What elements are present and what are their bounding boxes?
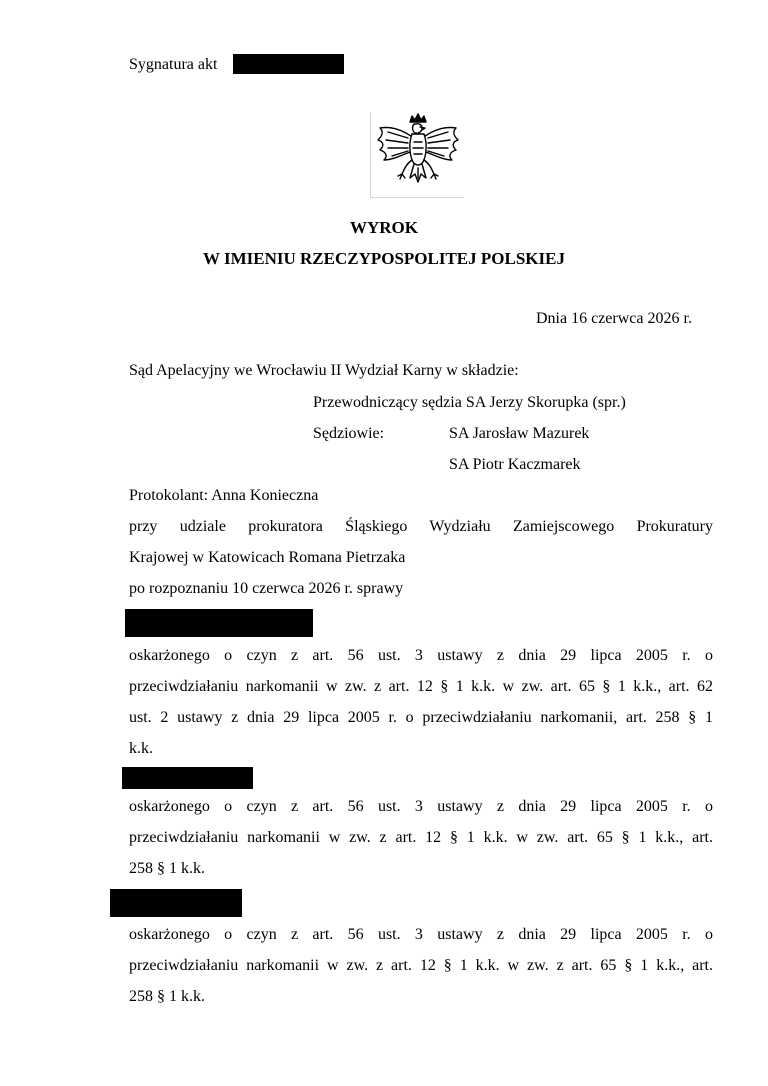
prosecutor-line-2: Krajowej w Katowicach Romana Pietrzaka [129, 549, 406, 566]
defendant-name-redaction [122, 767, 253, 789]
defendant-name-redaction [125, 609, 313, 637]
clerk-line: Protokolant: Anna Konieczna [129, 487, 319, 504]
polish-eagle-icon [372, 112, 464, 196]
charge-line: k.k. [129, 740, 153, 757]
judges-label: Sędziowie: [313, 425, 385, 442]
court-line: Sąd Apelacyjny we Wrocławiu II Wydział Karny w składzie: [129, 362, 519, 379]
prosecutor-line-1: przy udziale prokuratora Śląskiego Wydziału Zamiejscowego Prokuratury [129, 518, 713, 535]
judge-1: SA Jarosław Mazurek [449, 425, 590, 442]
charge-line: przeciwdziałaniu narkomanii w zw. z art. 12 § 1 k.k. w zw. art. 65 § 1 k.k., art. 62 [129, 678, 713, 695]
charge-line: 258 § 1 k.k. [129, 988, 205, 1005]
charge-line: oskarżonego o czyn z art. 56 ust. 3 ustawy z dnia 29 lipca 2005 r. o [129, 798, 713, 815]
charge-line: oskarżonego o czyn z art. 56 ust. 3 ustawy z dnia 29 lipca 2005 r. o [129, 647, 713, 664]
judgment-date: Dnia 16 czerwca 2026 r. [536, 310, 692, 327]
charge-line: przeciwdziałaniu narkomanii w zw. z art. 12 § 1 k.k. w zw. z art. 65 § 1 k.k., art. [129, 957, 713, 974]
judge-2: SA Piotr Kaczmarek [449, 456, 581, 473]
charge-line: ust. 2 ustawy z dnia 29 lipca 2005 r. o przeciwdziałaniu narkomanii, art. 258 § 1 [129, 709, 713, 726]
defendant-name-redaction [110, 889, 242, 917]
case-number-redaction [233, 54, 344, 74]
case-number-label: Sygnatura akt [129, 56, 218, 73]
charge-line: 258 § 1 k.k. [129, 860, 205, 877]
document-title: WYROK [350, 218, 418, 237]
charge-line: przeciwdziałaniu narkomanii w zw. z art. 12 § 1 k.k. w zw. art. 65 § 1 k.k., art. [129, 829, 713, 846]
charge-line: oskarżonego o czyn z art. 56 ust. 3 ustawy z dnia 29 lipca 2005 r. o [129, 926, 713, 943]
presiding-judge: Przewodniczący sędzia SA Jerzy Skorupka (spr.) [313, 394, 626, 411]
hearing-line: po rozpoznaniu 10 czerwca 2026 r. sprawy [129, 580, 404, 597]
document-subtitle: W IMIENIU RZECZYPOSPOLITEJ POLSKIEJ [203, 249, 565, 268]
